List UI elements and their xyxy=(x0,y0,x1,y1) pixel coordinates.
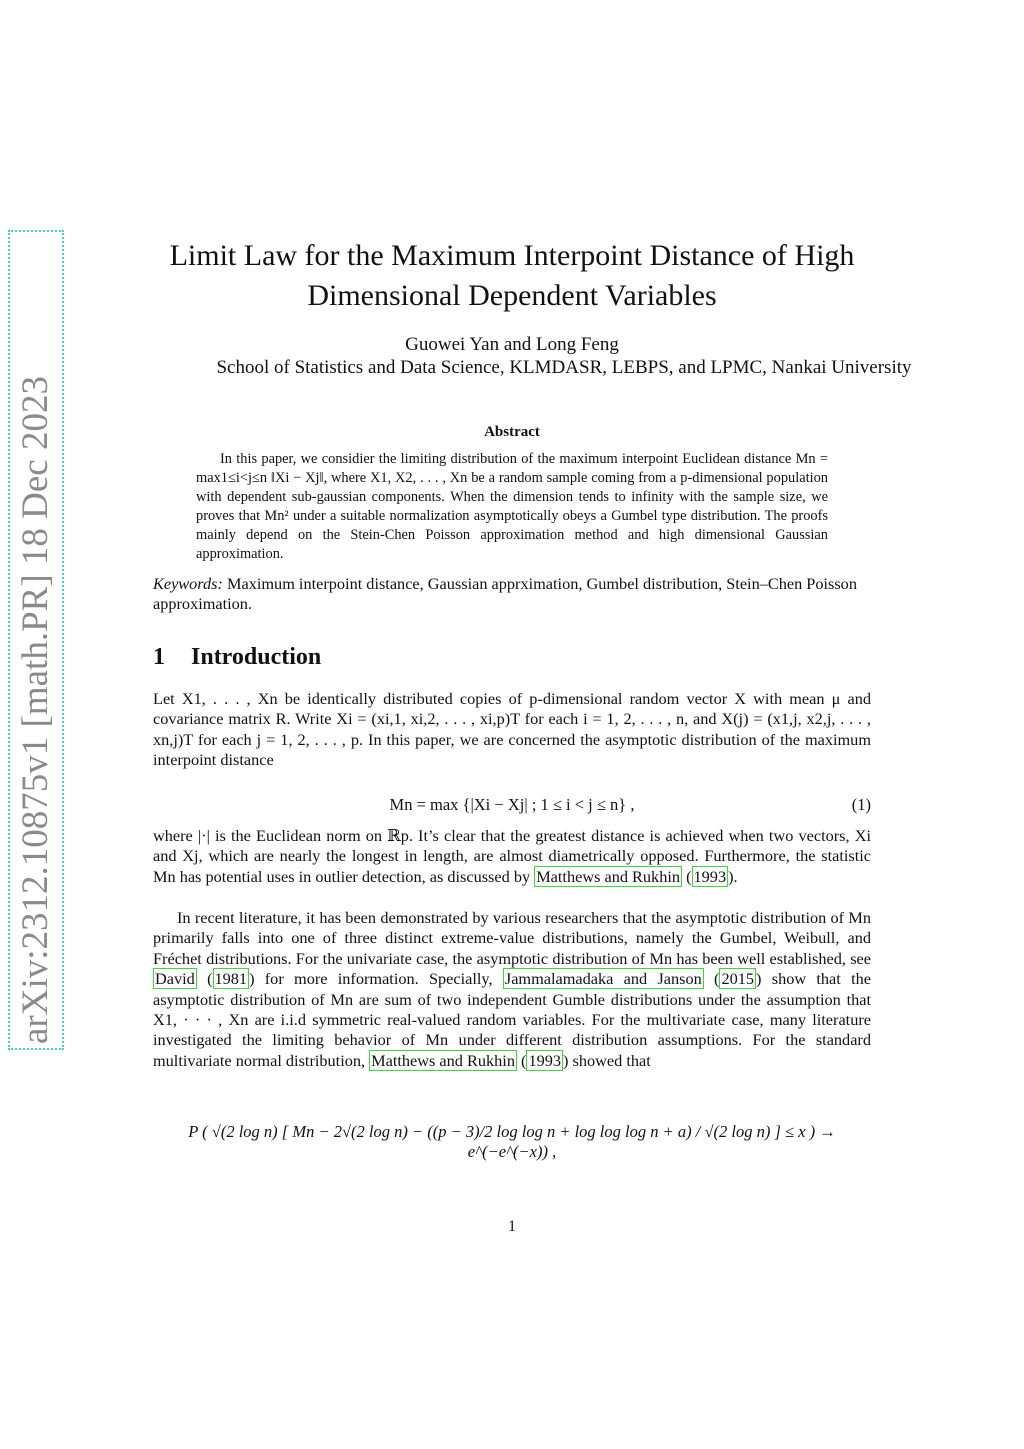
intro-paragraph-2: where |·| is the Euclidean norm on ℝp. It’s clear that the greatest distance is achieved when two vectors, Xi and Xj, which are nearly the longest in length, are almost diametrically opposed. Furthermore, the statistic Mn has potential uses in outlier detection, as discussed by Matthews and Rukhin ( 1993 ). xyxy=(153,826,871,886)
para2-text: where |·| is the Euclidean norm on ℝp. It’s clear that the greatest distance is achieved when two vectors, Xi and Xj, which are nearly the longest in length, are almost diametrically opposed. Furthermore, the statistic Mn has potential uses in outlier detection, as discussed by xyxy=(153,826,871,886)
arxiv-stamp[interactable]: arXiv:2312.10875v1 [math.PR] 18 Dec 2023 xyxy=(8,230,64,1050)
keywords-text: Maximum interpoint distance, Gaussian apprximation, Gumbel distribution, Stein–Chen Poisson approximation. xyxy=(153,574,857,613)
citation-david[interactable]: David xyxy=(155,969,195,989)
page-number: 1 xyxy=(508,1218,516,1235)
citation-matthews-year-2[interactable]: 1993 xyxy=(528,1050,562,1070)
equation-2: P ( √(2 log n) [ Mn − 2√(2 log n) − ((p − 3)/2 log log n + log log log n + a) / √(2 log n) ] ≤ x ) → e^(−e^(−x)) , xyxy=(188,1122,836,1161)
citation-david-year[interactable]: 1981 xyxy=(214,969,248,989)
citation-matthews-rukhin[interactable]: Matthews and Rukhin xyxy=(536,866,681,886)
intro-paragraph-3: In recent literature, it has been demonstrated by various researchers that the asymptotic distribution of Mn primarily falls into one of three distinct extreme-value distributions, namely the Gumbel, Weibull, and Fréchet distributions. For the univariate case, the asymptotic distribution of Mn has been well established, see David ( 1981 ) for more information. Specially, Jammalamadaka and Janson ( 2015 ) show that the asymptotic distribution of Mn are sum of two independent Gumble distributions under the assumption that X1, · · · , Xn are i.i.d symmetric real-valued random variables. For the multivariate case, many literature investigated the limiting behavior of Mn under different distribution assumptions. For the standard multivariate normal distribution, Matthews and Rukhin ( 1993 ) showed that xyxy=(153,908,871,1070)
intro-paragraph-1: Let X1, . . . , Xn be identically distributed copies of p-dimensional random vector X with mean μ and covariance matrix R. Write Xi = (xi,1, xi,2, . . . , xi,p)T for each i = 1, 2, . . . , n, and X(j) = (x1,j, x2,j, . . . , xn,j)T for each j = 1, 2, . . . , p. In this paper, we are concerned the asymptotic distribution of the maximum interpoint distance xyxy=(153,689,871,770)
citation-jammalamadaka-janson[interactable]: Jammalamadaka and Janson xyxy=(504,969,702,989)
citation-matthews-rukhin-2[interactable]: Matthews and Rukhin xyxy=(371,1050,515,1070)
equation-1-number: (1) xyxy=(851,795,871,814)
citation-jammalamadaka-year[interactable]: 2015 xyxy=(721,969,755,989)
authors: Guowei Yan and Long Feng xyxy=(405,334,619,355)
para3-text-d: showed that xyxy=(568,1050,651,1070)
para3-text-b: for more information. Specially, xyxy=(254,969,493,989)
abstract-text: In this paper, we considier the limiting distribution of the maximum interpoint Euclidean distance Mn = max1≤i<j≤n ‖Xi − Xj‖, where X1, X2, . . . , Xn be a random sample coming from a p-dimensional population with dependent sub-gaussian components. When the dimension tends to infinity with the sample size, we proves that Mn² under a suitable normalization asymptotically obeys a Gumbel type distribution. The proofs mainly depend on the Stein-Chen Poisson approximation method and high dimensional Gaussian approximation. xyxy=(196,451,828,562)
section-title: Introduction xyxy=(191,644,322,670)
keywords xyxy=(153,574,871,614)
keywords-label: Keywords: xyxy=(153,574,223,593)
para3-text-a: In recent literature, it has been demonstrated by various researchers that the asymptotic distribution of Mn primarily falls into one of three distinct extreme-value distributions, namely the Gumbel, Weibull, and Fréchet distributions. For the univariate case, the asymptotic distribution of Mn has been well established, see xyxy=(153,908,871,968)
citation-matthews-year[interactable]: 1993 xyxy=(693,866,727,886)
paper-title: Limit Law for the Maximum Interpoint Distance of High Dimensional Dependent Variables xyxy=(169,239,855,312)
abstract-heading: Abstract xyxy=(484,424,540,440)
section-number: 1 xyxy=(153,644,165,670)
affiliation: School of Statistics and Data Science, KLMDASR, LEBPS, and LPMC, Nankai University xyxy=(216,357,912,378)
para3-text-c: show that the asymptotic distribution of Mn are sum of two independent Gumble distributions under the assumption that X1, · · · , Xn are i.i.d symmetric real-valued random variables. For the multivariate case, many literature investigated the limiting behavior of Mn under different distribution assumptions. For the standard multivariate normal distribution, xyxy=(153,969,871,1070)
equation-1: Mn = max {|Xi − Xj| ; 1 ≤ i < j ≤ n} , xyxy=(389,795,635,814)
section-heading xyxy=(153,644,321,671)
